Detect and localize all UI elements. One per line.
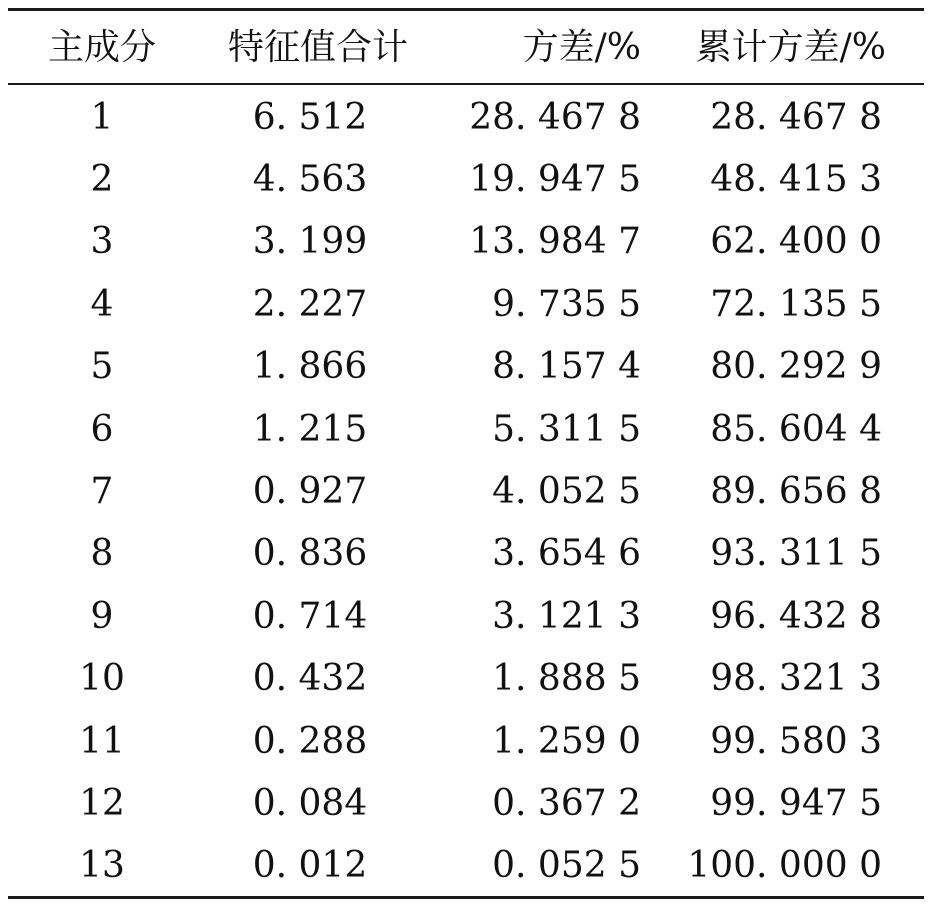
table-row (8, 835, 924, 897)
table-row (8, 399, 924, 461)
cell-variance-percent: 3. 121 3 (492, 596, 641, 637)
cell-eigenvalue-total: 0. 927 (252, 471, 368, 512)
cell-cumulative-variance: 62. 400 0 (710, 221, 882, 262)
cell-cumulative-variance: 98. 321 3 (710, 658, 882, 699)
cell-eigenvalue-total: 0. 836 (252, 533, 368, 574)
cell-eigenvalue-total: 3. 199 (252, 221, 368, 262)
cell-cumulative-variance: 85. 604 4 (710, 409, 882, 450)
table-row (8, 336, 924, 398)
cell-cumulative-variance: 99. 947 5 (710, 783, 882, 824)
cell-principal-component: 1 (90, 97, 114, 138)
cell-variance-percent: 3. 654 6 (492, 533, 641, 574)
cell-cumulative-variance: 80. 292 9 (710, 346, 882, 387)
table-row (8, 586, 924, 648)
cell-eigenvalue-total: 0. 084 (252, 783, 368, 824)
cell-cumulative-variance: 93. 311 5 (710, 533, 882, 574)
header-cumulative-variance-percent: 累计方差/% (695, 27, 886, 68)
cell-cumulative-variance: 99. 580 3 (710, 721, 882, 762)
cell-principal-component: 3 (90, 221, 114, 262)
cell-eigenvalue-total: 0. 714 (252, 596, 368, 637)
cell-principal-component: 2 (90, 159, 114, 200)
table-row (8, 211, 924, 273)
table-row (8, 274, 924, 336)
cell-variance-percent: 28. 467 8 (469, 97, 641, 138)
cell-eigenvalue-total: 0. 012 (252, 845, 368, 886)
header-eigenvalue-total: 特征值合计 (228, 27, 409, 68)
cell-principal-component: 13 (79, 845, 125, 886)
table-row (8, 523, 924, 585)
header-principal-component: 主成分 (47, 27, 156, 68)
cell-principal-component: 12 (79, 783, 125, 824)
cell-eigenvalue-total: 1. 866 (252, 346, 368, 387)
table-header-row (8, 16, 924, 80)
cell-variance-percent: 4. 052 5 (492, 471, 641, 512)
cell-principal-component: 6 (90, 409, 114, 450)
table-row (8, 773, 924, 835)
cell-eigenvalue-total: 6. 512 (252, 97, 368, 138)
table-header-rule (8, 83, 924, 85)
cell-eigenvalue-total: 0. 288 (252, 721, 368, 762)
cell-variance-percent: 0. 367 2 (492, 783, 641, 824)
cell-variance-percent: 1. 259 0 (492, 721, 641, 762)
cell-variance-percent: 19. 947 5 (469, 159, 641, 200)
cell-principal-component: 5 (90, 346, 114, 387)
cell-variance-percent: 1. 888 5 (492, 658, 641, 699)
cell-principal-component: 7 (90, 471, 114, 512)
cell-eigenvalue-total: 2. 227 (252, 284, 368, 325)
cell-principal-component: 4 (90, 284, 114, 325)
cell-variance-percent: 13. 984 7 (469, 221, 641, 262)
cell-cumulative-variance: 100. 000 0 (687, 845, 882, 886)
table-row (8, 648, 924, 710)
cell-variance-percent: 0. 052 5 (492, 845, 641, 886)
cell-variance-percent: 9. 735 5 (492, 284, 641, 325)
table-row (8, 87, 924, 149)
cell-eigenvalue-total: 4. 563 (252, 159, 368, 200)
cell-variance-percent: 8. 157 4 (492, 346, 641, 387)
table-row (8, 461, 924, 523)
table-bottom-rule (8, 896, 924, 899)
table-row (8, 149, 924, 211)
cell-variance-percent: 5. 311 5 (492, 409, 641, 450)
cell-principal-component: 11 (79, 721, 125, 762)
cell-cumulative-variance: 96. 432 8 (710, 596, 882, 637)
cell-cumulative-variance: 72. 135 5 (710, 284, 882, 325)
cell-eigenvalue-total: 0. 432 (252, 658, 368, 699)
cell-cumulative-variance: 28. 467 8 (710, 97, 882, 138)
table-top-rule (8, 8, 924, 11)
cell-principal-component: 10 (79, 658, 125, 699)
cell-principal-component: 9 (90, 596, 114, 637)
table-row (8, 711, 924, 773)
cell-principal-component: 8 (90, 533, 114, 574)
cell-eigenvalue-total: 1. 215 (252, 409, 368, 450)
cell-cumulative-variance: 89. 656 8 (710, 471, 882, 512)
header-variance-percent: 方差/% (522, 27, 641, 68)
cell-cumulative-variance: 48. 415 3 (710, 159, 882, 200)
